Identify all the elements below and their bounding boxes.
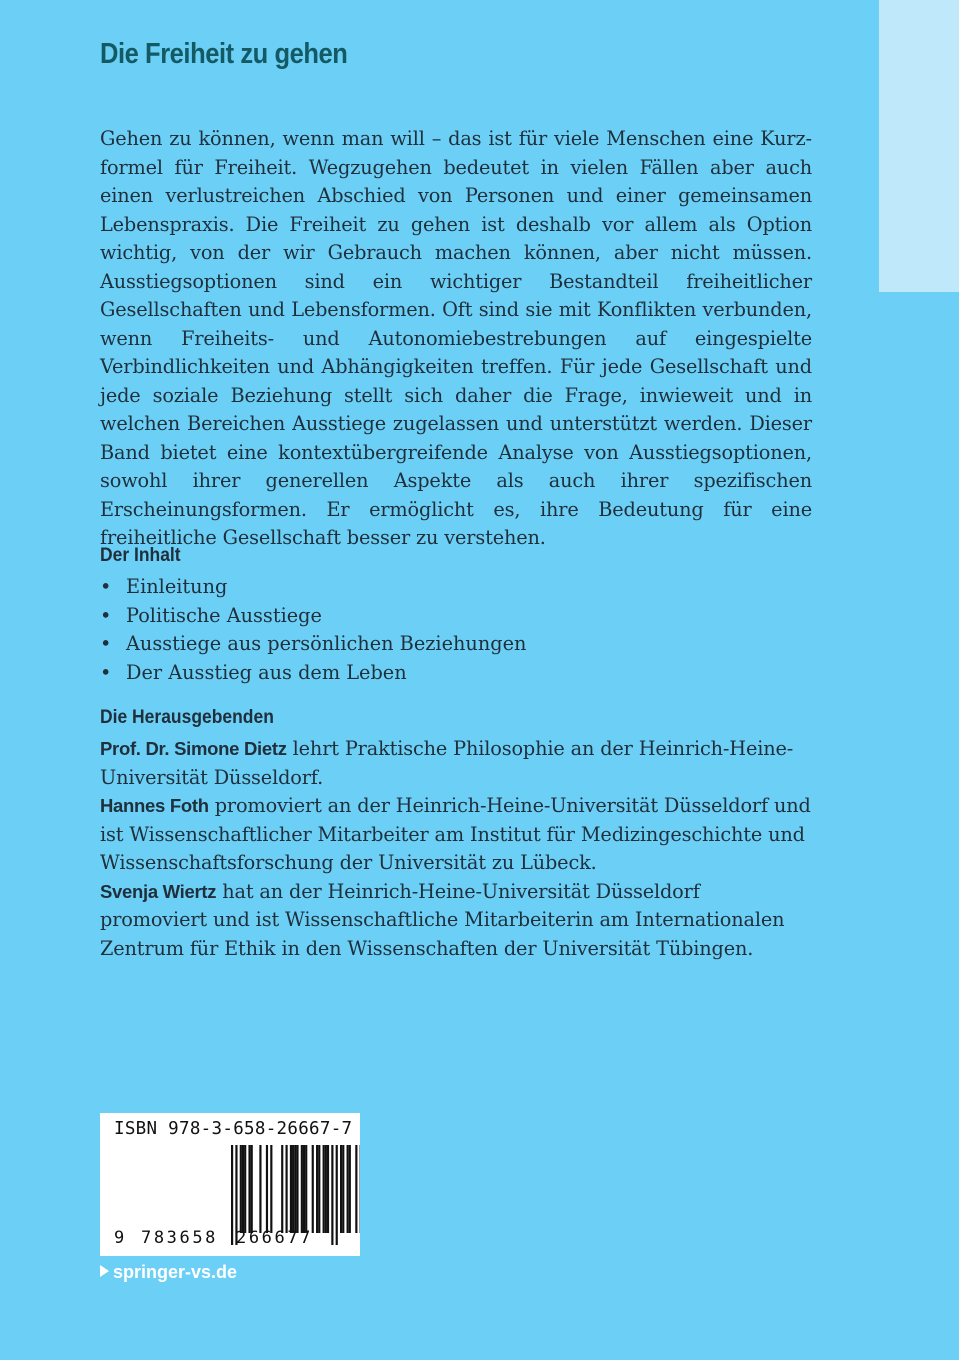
barcode-bar — [355, 1145, 357, 1233]
bullet-icon: • — [100, 632, 112, 655]
blurb-paragraph: Gehen zu können, wenn man will – das ist für viele Menschen eine Kurzformel für Freiheit. Wegzugehen bedeutet in vielen Fällen aber auch einen verlustreichen Abschied von Personen und einer gemeinsamen Lebenspraxis. Die Freiheit zu gehen ist deshalb vor allem als Option wichtig, von der wir Gebrauch machen können, aber nicht müssen. Ausstiegsoptionen sind ein wichtiger Bestandteil freiheitlicher Gesellschaften und Lebensformen. Oft sind sie mit Konflikten verbunden, wenn Freiheits- und Autonomiebestrebungen auf eingespielte Verbindlichkeiten und Abhängigkeiten treffen. Für jede Gesellschaft und jede soziale Beziehung stellt sich daher die Frage, inwieweit und in welchen Bereichen Ausstiege zugelassen und unterstützt werden. Dieser Band bietet eine kontextübergreifende Analyse von Ausstiegsoptionen, sowohl ihrer generellen Aspekte als auch ihrer spezifischen Erscheinungsformen. Er ermöglicht es, ihre Bedeutung für eine freiheitliche Gesellschaft besser zu verstehen. — [100, 127, 812, 549]
barcode-bar — [305, 1145, 307, 1233]
barcode-bar — [270, 1145, 272, 1233]
barcode-bar — [286, 1145, 288, 1233]
barcode-bar — [301, 1145, 303, 1233]
barcode-bar — [266, 1145, 268, 1233]
isbn-barcode — [100, 1113, 360, 1256]
toc-item: • Einleitung — [100, 573, 526, 602]
barcode-bar — [290, 1145, 292, 1233]
arrow-right-icon — [100, 1265, 109, 1277]
bullet-icon: • — [100, 660, 112, 684]
toc-item: • Der Ausstieg aus dem Leben — [100, 659, 526, 688]
toc-item: • Ausstiege aus persönlichen Beziehungen — [100, 630, 526, 659]
barcode-bar — [251, 1145, 253, 1233]
barcode-bar — [347, 1145, 349, 1233]
editor-name: Hannes Foth — [100, 795, 209, 816]
editor-bio: Svenja Wiertz hat an der Heinrich-Heine-Universität Düsseldorf promoviert und ist Wissenschaftliche Mitarbeiterin am Internationalen Zentrum für Ethik in den Wissenschaften der Universität Tübingen. — [100, 879, 785, 960]
bullet-icon: • — [100, 575, 112, 598]
barcode-bar — [292, 1145, 294, 1233]
barcode-bar — [242, 1145, 244, 1233]
barcode-bar — [231, 1145, 233, 1245]
barcode-bar — [296, 1145, 298, 1233]
barcode-bar — [281, 1145, 283, 1233]
bullet-icon: • — [100, 603, 112, 627]
barcode-bar — [342, 1145, 344, 1233]
editors-heading: Die Herausgebenden — [100, 707, 274, 728]
editor-bio: Prof. Dr. Simone Dietz lehrt Praktische Philosophie an der Heinrich-Heine-Universität Düsseldorf. — [100, 737, 794, 789]
barcode-bar — [336, 1145, 338, 1245]
editors-list — [100, 735, 812, 963]
barcode-bar — [303, 1145, 305, 1233]
toc-list — [100, 573, 526, 687]
barcode-bar — [316, 1145, 318, 1233]
decorative-side-strip — [879, 0, 959, 292]
editor-name: Prof. Dr. Simone Dietz — [100, 738, 287, 759]
editor-bio: Hannes Foth promoviert an der Heinrich-Heine-Universität Düsseldorf und ist Wissenschaftlicher Mitarbeiter am Institut für Medizingeschichte und Wissenschaftsforschung der Universität zu Lübeck. — [100, 794, 811, 874]
barcode-bar — [323, 1145, 325, 1233]
ean-right-digits: 266677 — [236, 1228, 314, 1248]
barcode-bar — [312, 1145, 314, 1233]
toc-item: • Politische Ausstiege — [100, 602, 526, 631]
barcode-icon — [100, 1113, 360, 1256]
barcode-bar — [331, 1145, 333, 1245]
barcode-bar — [244, 1145, 246, 1233]
ean-first-digit: 9 — [114, 1228, 125, 1248]
barcode-bar — [318, 1145, 320, 1233]
barcode-bar — [327, 1145, 329, 1233]
barcode-bar — [325, 1145, 327, 1233]
barcode-bar — [240, 1145, 242, 1233]
isbn-label: ISBN 978-3-658-26667-7 — [114, 1119, 353, 1139]
ean-left-digits: 783658 — [141, 1228, 219, 1248]
editor-name: Svenja Wiertz — [100, 880, 217, 902]
barcode-bar — [248, 1145, 250, 1233]
barcode-bar — [259, 1145, 261, 1233]
toc-heading: Der Inhalt — [100, 545, 181, 566]
book-title: Die Freiheit zu gehen — [100, 38, 348, 70]
barcode-bar — [340, 1145, 342, 1233]
barcode-bar — [349, 1145, 351, 1233]
publisher-link[interactable]: springer-vs.de — [100, 1262, 237, 1283]
barcode-bar — [294, 1145, 296, 1233]
